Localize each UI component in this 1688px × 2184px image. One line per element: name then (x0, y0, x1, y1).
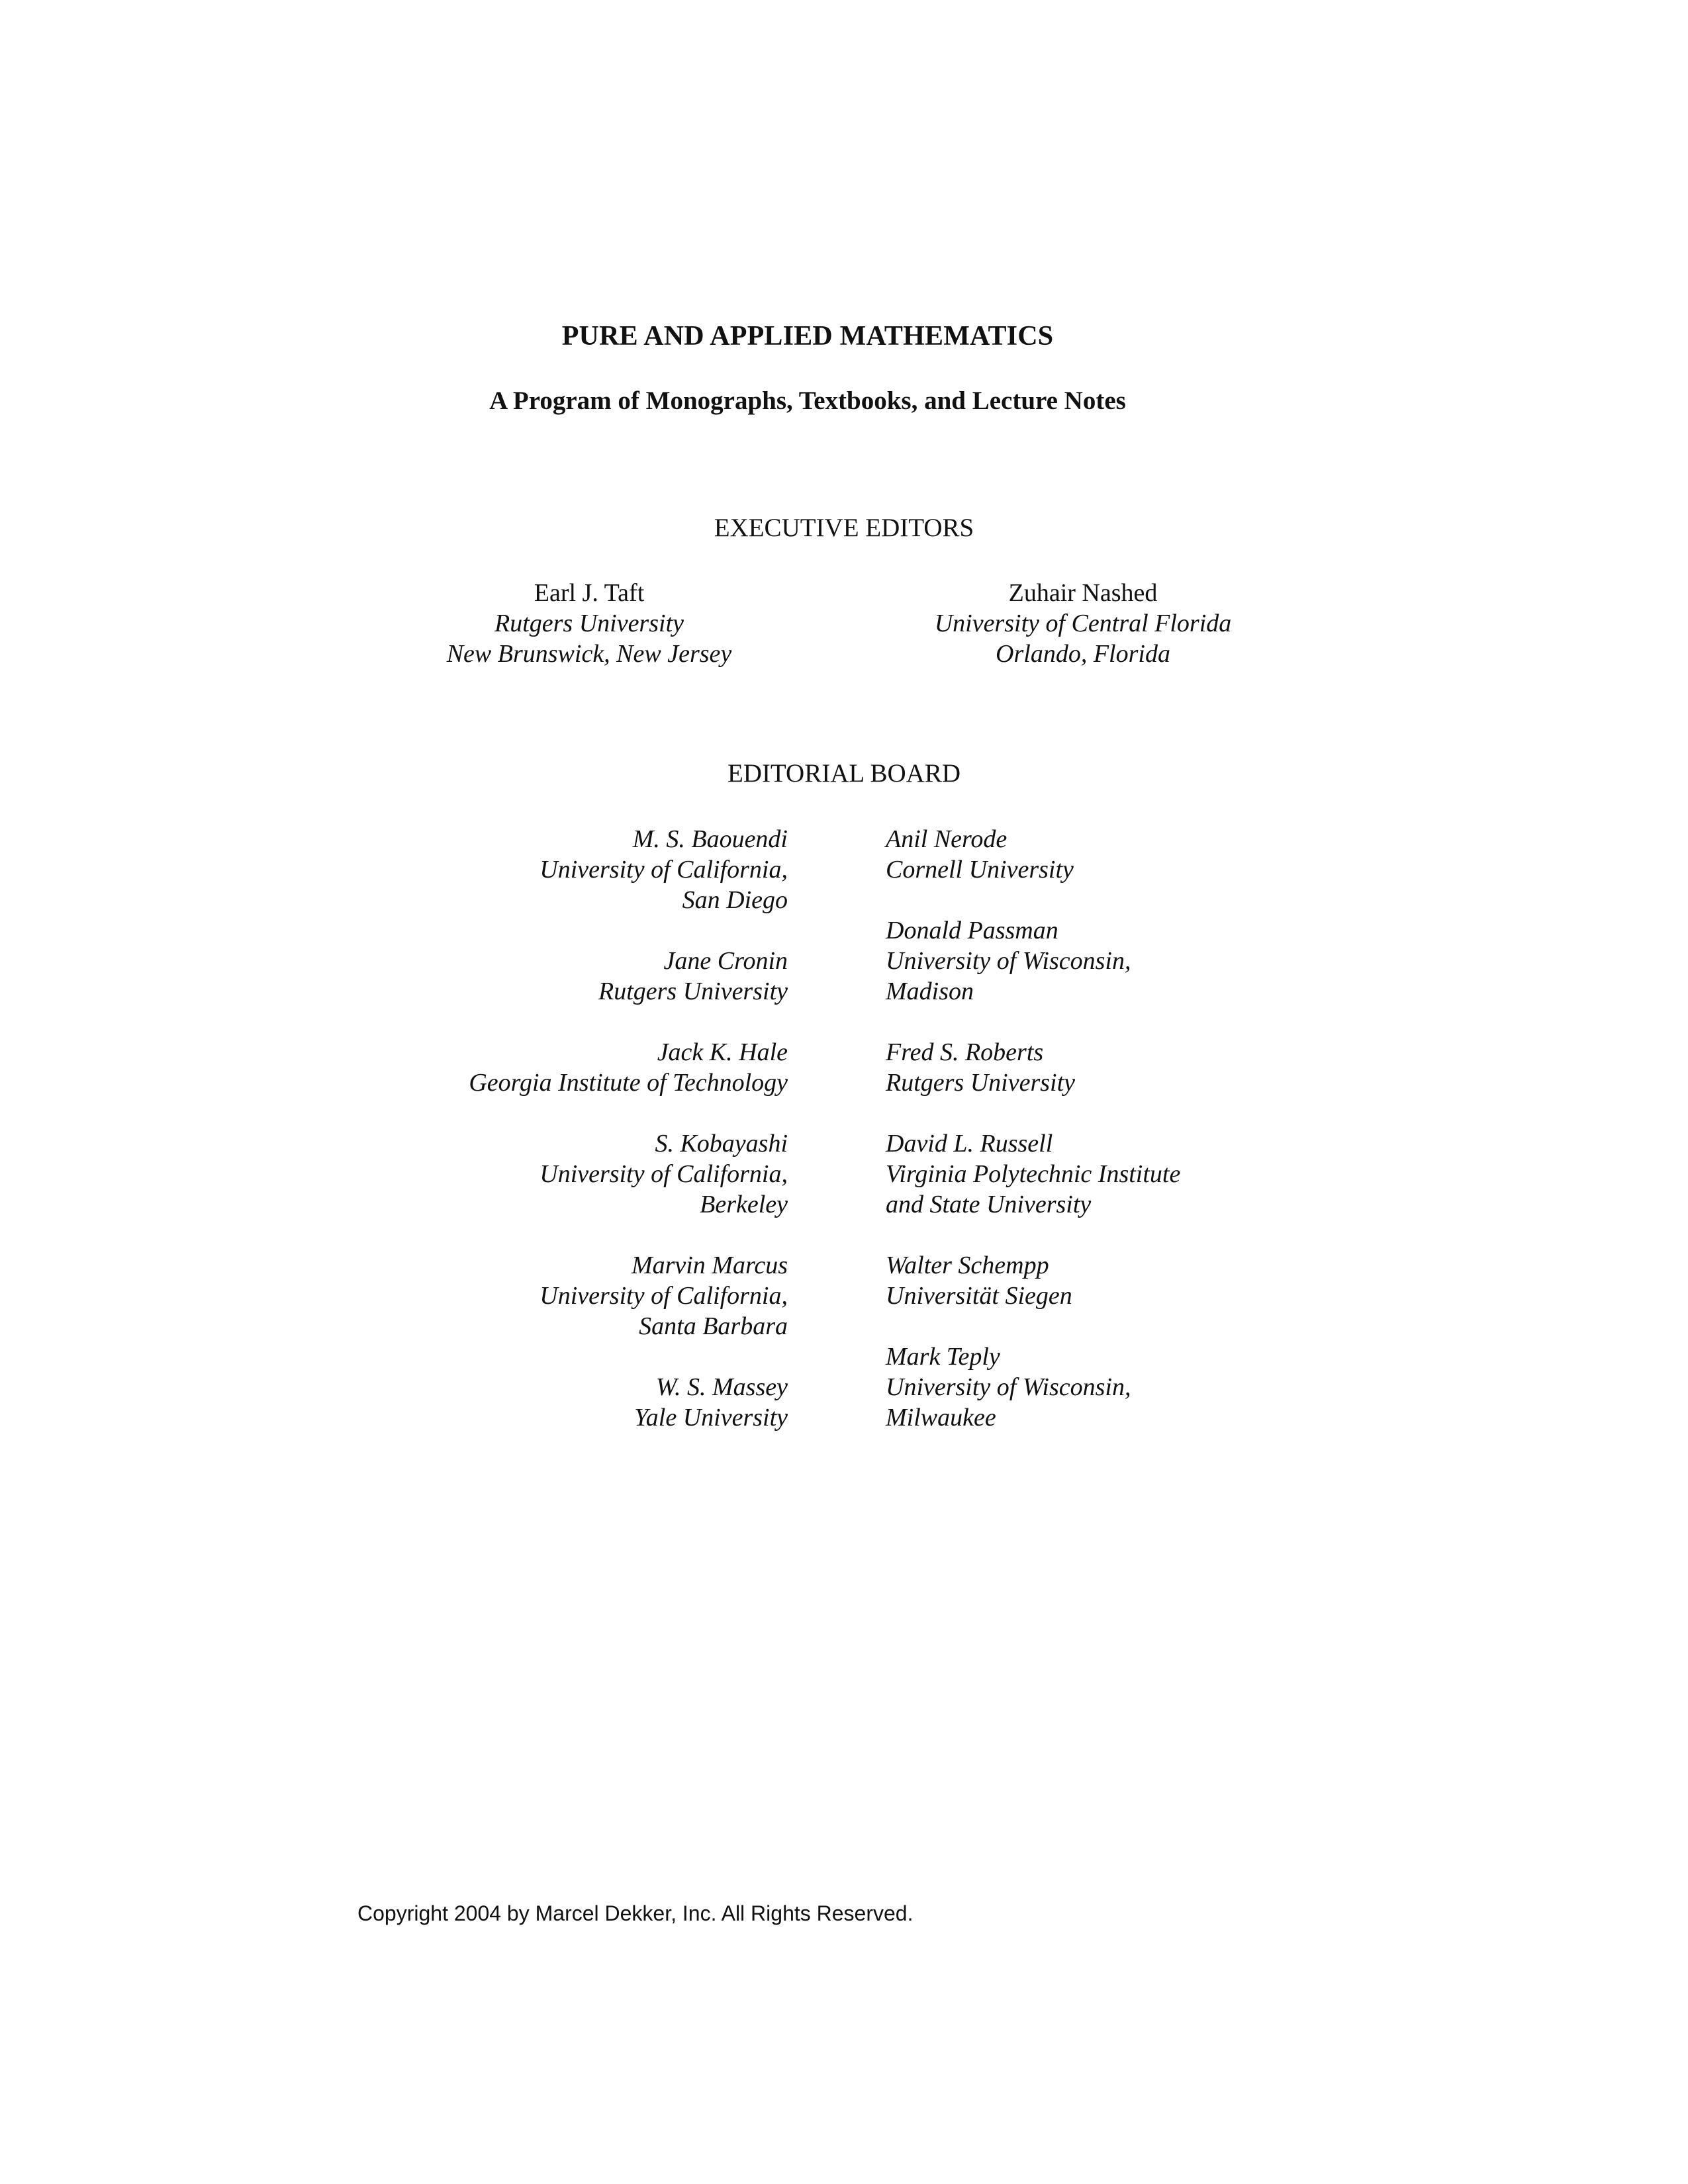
executive-editors-heading: EXECUTIVE EDITORS (714, 514, 974, 542)
board-member (371, 946, 788, 1007)
editor-location: New Brunswick, New Jersey (446, 640, 732, 668)
board-member-line: University of Wisconsin, (886, 947, 1131, 975)
board-member (886, 1037, 1349, 1098)
board-member-line: University of California, (539, 1160, 788, 1188)
board-member-line: Anil Nerode (886, 825, 1008, 853)
board-member (371, 1250, 788, 1342)
board-member-line: Berkeley (700, 1191, 788, 1218)
board-member (886, 824, 1349, 885)
board-member-line: Mark Teply (886, 1343, 1000, 1371)
series-subtitle: A Program of Monographs, Textbooks, and Lecture Notes (489, 387, 1126, 415)
executive-editor-left (357, 578, 821, 669)
board-member-line: University of Wisconsin, (886, 1373, 1131, 1401)
copyright-notice: Copyright 2004 by Marcel Dekker, Inc. All Rights Reserved. (357, 1901, 914, 1925)
series-title: PURE AND APPLIED MATHEMATICS (561, 321, 1054, 351)
editor-name: Zuhair Nashed (1008, 579, 1158, 607)
executive-editor-right (851, 578, 1315, 669)
board-member (886, 1250, 1349, 1311)
board-member-line: Universität Siegen (886, 1282, 1072, 1310)
board-member-line: David L. Russell (886, 1130, 1053, 1158)
board-member-line: University of California, (539, 856, 788, 884)
board-member-line: Madison (886, 978, 974, 1005)
board-member (886, 915, 1349, 1007)
board-member (371, 1037, 788, 1098)
board-member-line: Santa Barbara (639, 1312, 788, 1340)
board-member-line: Walter Schempp (886, 1251, 1049, 1279)
board-member-line: Fred S. Roberts (886, 1038, 1044, 1066)
board-member-line: Georgia Institute of Technology (469, 1069, 788, 1097)
board-member-line: University of California, (539, 1282, 788, 1310)
board-member-line: Jane Cronin (663, 947, 788, 975)
editor-affiliation: University of Central Florida (934, 610, 1232, 637)
editorial-board-heading: EDITORIAL BOARD (727, 759, 961, 788)
editorial-board-right-column (886, 824, 1349, 1463)
editor-location: Orlando, Florida (996, 640, 1170, 668)
board-member-line: and State University (886, 1191, 1092, 1218)
board-member-line: M. S. Baouendi (632, 825, 788, 853)
board-member (371, 1372, 788, 1433)
board-member (886, 1128, 1349, 1220)
board-member-line: Cornell University (886, 856, 1074, 884)
board-member-line: San Diego (682, 886, 788, 914)
editor-affiliation: Rutgers University (494, 610, 684, 637)
board-member-line: Rutgers University (598, 978, 788, 1005)
board-member-line: Yale University (634, 1404, 788, 1432)
board-member-line: Jack K. Hale (657, 1038, 788, 1066)
board-member-line: Marvin Marcus (631, 1251, 788, 1279)
board-member (371, 824, 788, 915)
board-member-line: S. Kobayashi (655, 1130, 788, 1158)
board-member-line: Virginia Polytechnic Institute (886, 1160, 1181, 1188)
editor-name: Earl J. Taft (534, 579, 645, 607)
board-member (371, 1128, 788, 1220)
board-member-line: Milwaukee (886, 1404, 996, 1432)
board-member-line: Rutgers University (886, 1069, 1076, 1097)
editorial-board-left-column (371, 824, 788, 1463)
board-member (886, 1342, 1349, 1433)
board-member-line: W. S. Massey (655, 1373, 788, 1401)
board-member-line: Donald Passman (886, 917, 1058, 944)
